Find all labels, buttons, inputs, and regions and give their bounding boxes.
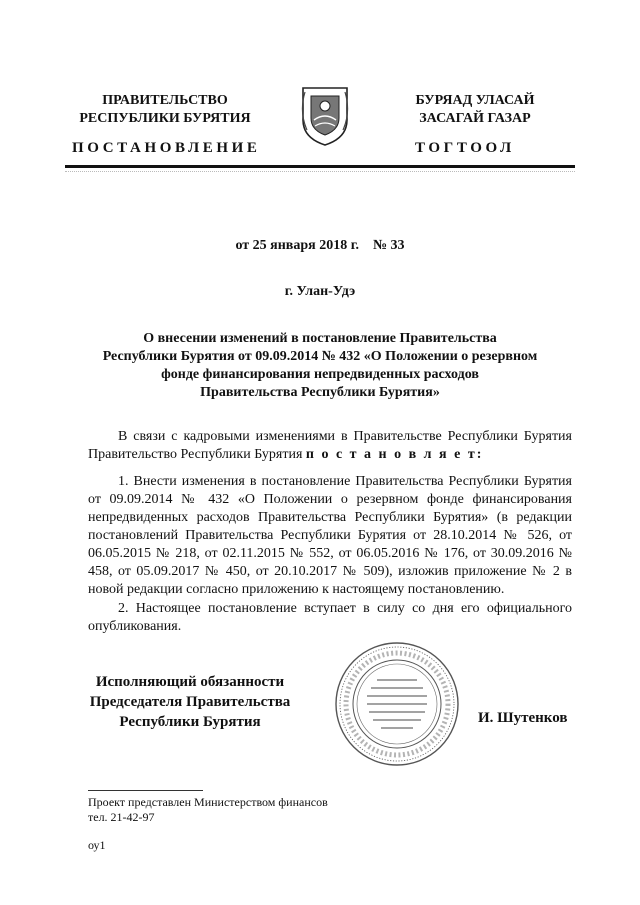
preamble-keyword: п о с т а н о в л я е т: (305, 447, 484, 462)
signatory-title-line1: Исполняющий обязанности (95, 674, 285, 690)
paragraph-item-1 (88, 473, 572, 599)
header-divider (65, 165, 575, 168)
coat-of-arms-icon (297, 82, 353, 148)
document-subject (90, 330, 550, 402)
header-right-line2: ЗАСАГАЙ ГАЗАР (419, 111, 531, 126)
signatory-name: И. Шутенков (478, 710, 568, 726)
doc-type-right: ТОГТООЛ (415, 140, 515, 156)
header-left (60, 92, 270, 128)
city: г. Улан-Удэ (284, 284, 356, 299)
signatory-title-line2: Председателя Правительства (89, 694, 291, 710)
header-right (375, 92, 575, 128)
paragraph-item-2 (88, 600, 572, 636)
doc-type-left: ПОСТАНОВЛЕНИЕ (72, 140, 261, 156)
footer-note (88, 795, 328, 825)
official-seal-icon (333, 640, 461, 768)
subject-line3: фонде финансирования непредвиденных расходов (161, 367, 479, 382)
footer-code: оу1 (88, 838, 106, 852)
signatory-title-line3: Республики Бурятия (119, 714, 261, 730)
date-number: от 25 января 2018 г. № 33 (235, 238, 405, 253)
item-2-text: 2. Настоящее постановление вступает в силу со дня его официального опубликования. (88, 601, 572, 634)
footer-line2: тел. 21-42-97 (88, 810, 155, 824)
subject-line4: Правительства Республики Бурятия» (200, 385, 440, 400)
header-right-line1: БУРЯАД УЛАСАЙ (415, 93, 535, 108)
subject-line1: О внесении изменений в постановление Правительства (143, 331, 497, 346)
header-dotted-divider (65, 171, 575, 172)
paragraph-preamble (88, 428, 572, 464)
header-left-line1: ПРАВИТЕЛЬСТВО (102, 93, 228, 108)
item-1-text: 1. Внести изменения в постановление Правительства Республики Бурятия от 09.09.2014 № 432 «О Положении о резервном фонде финансирования непредвиденных расходов Правительства Республики Бурятия» (в редакции постановлений Правительства Республики Бурятия от 28.10.2014 № 526, от 06.05.2015 № 218, от 02.11.2015 № 552, от 06.05.2016 № 176, от 30.09.2016 № 458, от 05.09.2017 № 450, от 20.10.2017 № 509), изложив приложение № 2 в новой редакции согласно приложению к настоящему постановлению. (88, 474, 572, 597)
subject-line2: Республики Бурятия от 09.09.2014 № 432 «О Положении о резервном (102, 349, 538, 364)
preamble-text: В связи с кадровыми изменениями в Правительстве Республики Бурятия Правительство Республики Бурятия (88, 429, 572, 462)
footer-line1: Проект представлен Министерством финансов (88, 795, 328, 809)
footer-divider (88, 790, 203, 791)
header-left-line2: РЕСПУБЛИКИ БУРЯТИЯ (79, 111, 251, 126)
signatory-title (70, 672, 310, 732)
